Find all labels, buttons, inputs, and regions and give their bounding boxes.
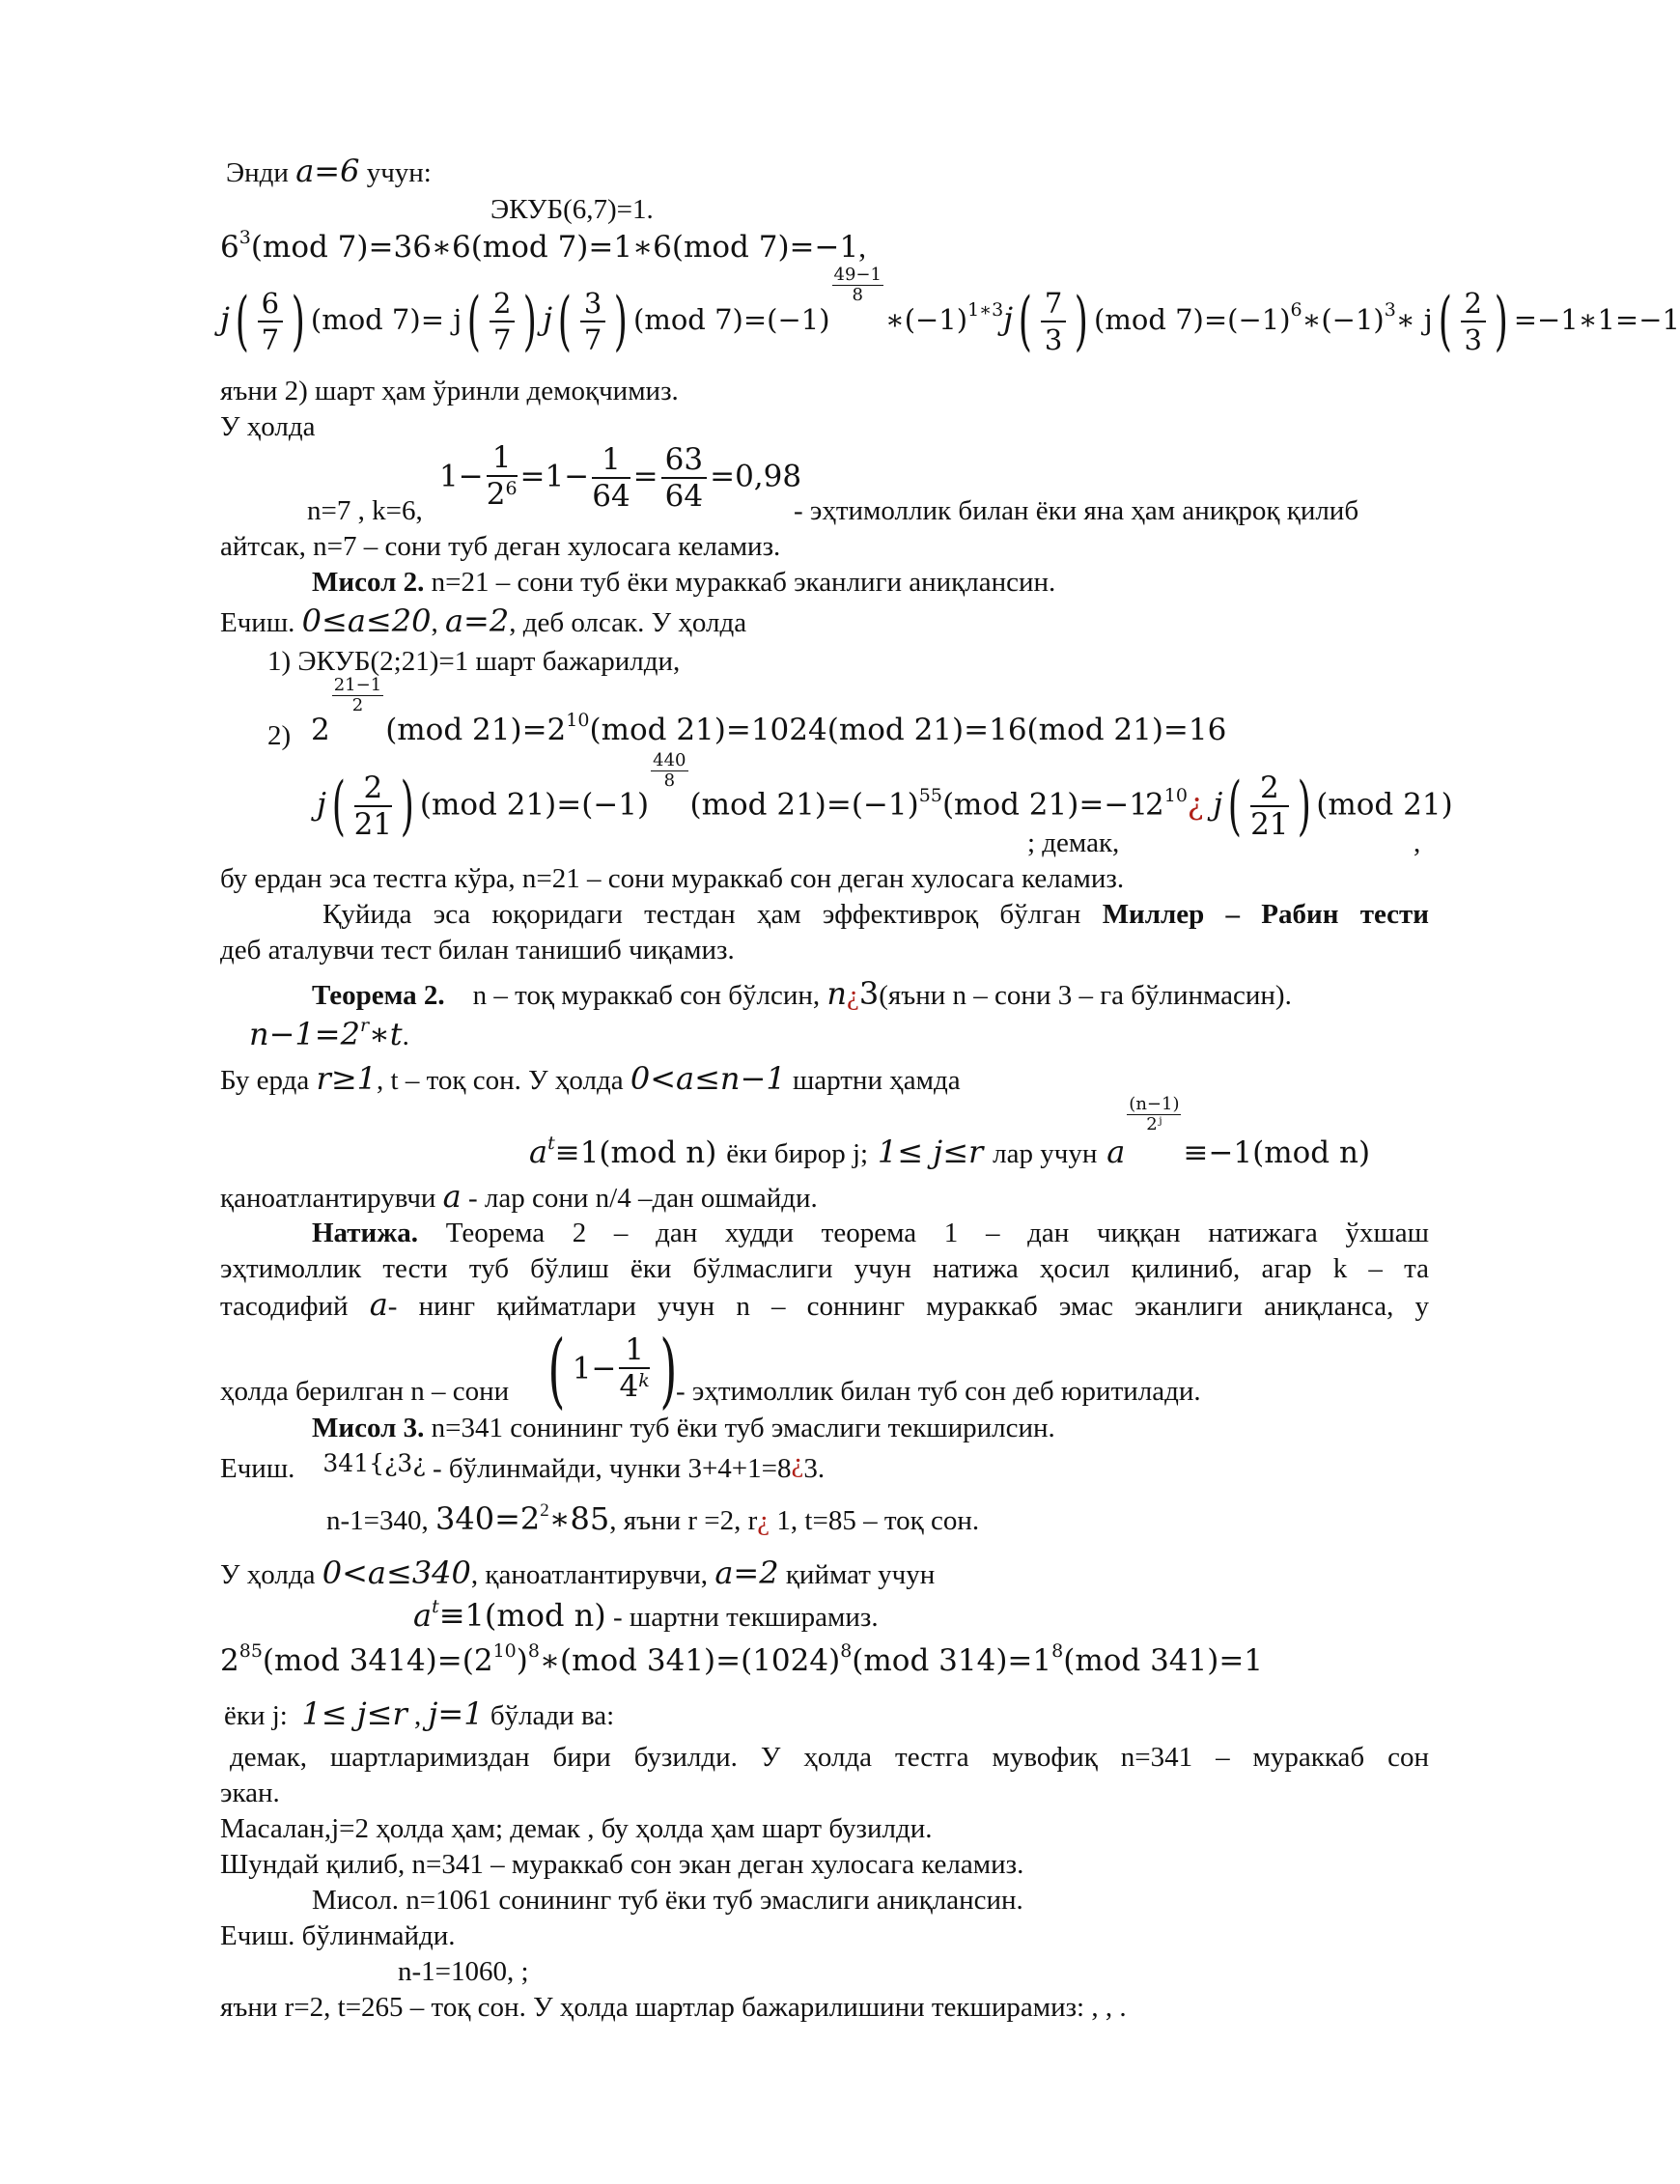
text: 3. xyxy=(803,1453,826,1484)
math: ≡1(mod n) xyxy=(438,1597,606,1634)
theorem-heading xyxy=(312,977,1292,1012)
text: тасодифий xyxy=(220,1291,349,1322)
punct: . xyxy=(402,1021,409,1051)
math: j xyxy=(543,300,553,337)
exponent: 6 xyxy=(1290,299,1302,321)
exponent: 55 xyxy=(918,784,942,806)
text-line: бу ердан эса тестга кўра, n=21 – сони мураккаб сон деган хулосага келамиз. xyxy=(220,863,1125,894)
text-line xyxy=(224,1697,614,1732)
text: , xyxy=(413,1700,422,1731)
text-line: Ечиш. бўлинмайди. xyxy=(220,1920,456,1951)
symbol: ¿ xyxy=(791,1447,804,1478)
math: ∗(mod 341)=(1024) xyxy=(539,1643,841,1678)
text: қиймат учун xyxy=(785,1559,936,1590)
text-line: n=7 , k=6, xyxy=(307,495,423,526)
exponent-fraction: $\frac{(n-1)}{\text{2ʲ}}$ xyxy=(1129,1094,1180,1134)
math: a=2 xyxy=(444,602,510,639)
solution-line xyxy=(220,1447,826,1486)
gcd-line: ЭКУБ(6,7)=1. xyxy=(490,194,654,225)
text: - шартни текширамиз. xyxy=(612,1602,879,1633)
text-line: Масалан,j=2 ҳолда ҳам; демак , бу ҳолда ҳам шарт бузилди. xyxy=(220,1813,933,1844)
symbol: ¿ xyxy=(757,1505,770,1536)
intro-line xyxy=(226,154,432,189)
math: (mod 21)=(−1) xyxy=(689,787,919,823)
math: j=1 xyxy=(428,1695,484,1732)
paragraph-line xyxy=(322,898,1429,931)
math: (mod 7)=(−1) xyxy=(1094,303,1291,336)
text: ёки j: xyxy=(224,1700,288,1731)
math: ≡−1(mod n) xyxy=(1183,1135,1371,1170)
exponent: t xyxy=(432,1596,439,1617)
math: 0<a≤n−1 xyxy=(630,1060,786,1097)
text-line: - эҳтимоллик билан ёки яна ҳам аниқроқ қилиб xyxy=(794,495,1359,526)
fraction: $\frac{6}{7}$ xyxy=(258,286,283,357)
probability-expression: ( 1− $\frac{1}{4^k}$ ) xyxy=(547,1323,678,1417)
exponent: 10 xyxy=(1163,784,1188,806)
math: 0<a≤340 xyxy=(322,1554,471,1591)
text: Қуйида эса юқоридаги тестдан ҳам эффективроқ бўлган xyxy=(322,899,1103,930)
list-item: 1) ЭКУБ(2;21)=1 шарт бажарилди, xyxy=(267,646,681,677)
condition-equation xyxy=(529,1094,1371,1176)
solution-line xyxy=(220,604,746,639)
exponent-fraction: $\frac{440}{8}$ xyxy=(653,749,686,791)
math: j xyxy=(1213,785,1223,823)
math: (mod 314)=1 xyxy=(852,1643,1052,1678)
symbol: ¿ xyxy=(1187,787,1204,823)
math: n xyxy=(826,975,848,1012)
math: 1≤ j≤r xyxy=(301,1695,407,1732)
math: ∗85 xyxy=(548,1500,610,1537)
fraction: $\frac{2}{7}$ xyxy=(490,286,515,357)
math: a=6 xyxy=(295,153,360,189)
condition-line xyxy=(220,1062,961,1097)
list-label: 2) xyxy=(267,720,292,751)
text-line: экан. xyxy=(220,1778,280,1808)
bold-term: Миллер – Рабин тести xyxy=(1102,899,1429,930)
fraction: $\frac{2}{3}$ xyxy=(1461,286,1486,357)
math: (mod 21)=1024(mod 21)=16(mod 21)=16 xyxy=(589,713,1227,747)
math: 2 xyxy=(1145,787,1164,823)
equation-line xyxy=(326,1502,979,1541)
math: 2 xyxy=(220,1643,239,1678)
math: (mod 21)=2 xyxy=(385,713,567,747)
text: - бўлинмайди, чунки 3+4+1=8 xyxy=(433,1453,792,1484)
exponent: 10 xyxy=(492,1640,517,1662)
fraction: $\frac{7}{3}$ xyxy=(1041,286,1066,357)
math: a xyxy=(369,1286,388,1323)
bold-label: Теорема 2. xyxy=(312,980,445,1011)
text-line: деб аталувчи тест билан танишиб чиқамиз. xyxy=(220,935,735,966)
fraction: $\frac{1}{4^k}$ xyxy=(619,1332,650,1404)
equation-line xyxy=(220,1641,1263,1684)
exponent: 85 xyxy=(238,1640,263,1662)
math: (mod 21)=−1 xyxy=(941,787,1149,823)
equation-line xyxy=(249,1015,409,1055)
text-line: яъни r=2, t=265 – тоқ сон. У ҳолда шартлар бажарилишини текширамиз: , , . xyxy=(220,1992,1127,2023)
text: , t – тоқ сон. У ҳолда xyxy=(377,1065,624,1096)
math: ∗ j xyxy=(1395,303,1433,336)
text-line: n-1=1060, ; xyxy=(398,1956,529,1987)
math: ≡1(mod n) xyxy=(554,1135,717,1170)
math: n−1=2 xyxy=(249,1016,360,1052)
jacobi-equation: j( $\frac{2}{21}$ ) (mod 21)=(−1) $\frac{440}{8}$ (mod $21)=(-1)^{55}(mod$ 21)=−1 xyxy=(317,749,1149,843)
math: a xyxy=(442,1178,462,1215)
text: , xyxy=(431,607,438,638)
math: 1− xyxy=(439,459,484,494)
paragraph-line xyxy=(312,1217,1429,1249)
text: У ҳолда xyxy=(220,1559,316,1590)
equation-line xyxy=(311,675,1227,753)
math: a xyxy=(413,1597,433,1634)
fraction: $\frac{63}{64}$ xyxy=(661,442,707,514)
text-line: ; демак, xyxy=(1027,827,1120,858)
fraction: $\frac{1}{64}$ xyxy=(592,442,630,514)
math: (mod 341)=1 xyxy=(1063,1643,1264,1678)
math: 1≤ j≤r xyxy=(877,1134,984,1170)
math: 341{¿3¿ xyxy=(322,1449,426,1477)
text: Ечиш. xyxy=(220,607,295,638)
exponent-fraction: $\frac{49-1}{8}$ xyxy=(833,265,882,305)
math: (mod 7)=36∗6(mod 7)=1∗6(mod 7)=−1 xyxy=(250,230,859,265)
text: қаноатлантирувчи xyxy=(220,1183,436,1214)
text: , яъни r =2, r xyxy=(609,1505,758,1536)
text: (яъни n – сони 3 – га бўлинмасин). xyxy=(879,980,1292,1011)
math: (mod 7)=(−1) xyxy=(633,303,830,336)
text: Бу ерда xyxy=(220,1065,310,1096)
fraction: $\frac{2}{21}$ xyxy=(353,770,393,842)
math: (mod 21)=(−1) xyxy=(419,787,650,823)
math: =0,98 xyxy=(710,459,802,494)
fraction: $\frac{2}{21}$ xyxy=(1250,770,1289,842)
probability-equation xyxy=(439,440,801,516)
math: a xyxy=(1106,1134,1126,1170)
exponent: 8 xyxy=(1051,1640,1064,1662)
text: - нинг қийматлари учун n – соннинг мураккаб эмас эканлиги аниқланса, у xyxy=(387,1291,1429,1322)
math: 340=2 xyxy=(435,1500,541,1537)
paragraph-line: эҳтимоллик тести туб бўлиш ёки бўлмаслиги учун натижа ҳосил қилиниб, агар k – та xyxy=(220,1253,1429,1284)
equation-line xyxy=(220,228,866,270)
math: ) xyxy=(516,1643,528,1678)
exponent: t xyxy=(547,1133,555,1154)
text-line: айтсак, n=7 – сони туб деган хулосага келамиз. xyxy=(220,531,781,562)
exponent: 3 xyxy=(1384,299,1396,321)
math: (mod 21) xyxy=(1316,787,1453,823)
math: a xyxy=(529,1134,548,1170)
condition-line xyxy=(413,1596,879,1637)
text: учун: xyxy=(366,157,432,188)
text: , қаноатлантирувчи, xyxy=(470,1559,709,1590)
math: =−1∗1=−1 xyxy=(1513,303,1680,336)
exponent: 10 xyxy=(566,710,590,731)
text: 1, t=85 – тоқ сон. xyxy=(776,1505,980,1536)
text-line xyxy=(220,1180,818,1215)
math: = xyxy=(632,459,658,494)
math: ∗(−1) xyxy=(884,303,968,336)
text: n=341 сонининг туб ёки туб эмаслиги текширилсин. xyxy=(431,1413,1055,1443)
punct: , xyxy=(1414,827,1421,858)
math: r≥1 xyxy=(316,1060,378,1097)
example-heading xyxy=(312,566,1055,599)
math: 1− xyxy=(572,1351,617,1386)
equation-line: $2^{10}¿$ j( $\frac{2}{21}$ ) (mod 21) xyxy=(1145,769,1453,843)
math: (mod 7)= j xyxy=(310,303,462,336)
math: 6 xyxy=(220,230,239,265)
fraction: $\frac{1}{2^6}$ xyxy=(486,440,518,512)
math: ∗t xyxy=(369,1016,403,1052)
exponent: 3 xyxy=(238,227,251,248)
text-line: У ҳолда xyxy=(220,411,316,442)
text: ёки бирор j; xyxy=(726,1138,869,1169)
exponent: 8 xyxy=(840,1640,853,1662)
bold-label: Мисол 3. xyxy=(312,1413,425,1443)
math: 0≤a≤20 xyxy=(301,602,432,639)
exponent-fraction: $\frac{21-1}{2}$ xyxy=(333,675,382,715)
text: бўлади ва: xyxy=(490,1700,615,1731)
punct: , xyxy=(858,230,866,264)
text-line: Шундай қилиб, n=341 – мураккаб сон экан деган хулосага келамиз. xyxy=(220,1849,1024,1880)
math: =1− xyxy=(519,459,590,494)
math: 2 xyxy=(311,713,330,747)
text: шартни ҳамда xyxy=(792,1065,961,1096)
example-heading xyxy=(312,1412,1055,1444)
math: j xyxy=(220,300,230,337)
math: j xyxy=(1003,300,1014,337)
exponent: 8 xyxy=(527,1640,540,1662)
math: ∗(−1) xyxy=(1302,303,1385,336)
math: j xyxy=(317,785,326,823)
bold-label: Мисол 2. xyxy=(312,567,425,598)
text: , деб олсак. У ҳолда xyxy=(509,607,747,638)
text-line: ҳолда берилган n – сони xyxy=(220,1376,510,1407)
text: Ечиш. xyxy=(220,1453,295,1484)
text: - лар сони n/4 –дан ошмайди. xyxy=(468,1183,818,1214)
bold-label: Натижа. xyxy=(312,1218,419,1248)
text: n – тоқ мураккаб сон бўлсин, xyxy=(472,980,821,1011)
paragraph-line xyxy=(220,1288,1429,1323)
paragraph-line: демак, шартларимиздан бири бузилди. У ҳолда тестга мувофиқ n=341 – мураккаб сон xyxy=(230,1742,1429,1773)
symbol: ¿ xyxy=(847,980,859,1011)
text-line: яъни 2) шарт ҳам ўринли демоқчимиз. xyxy=(220,376,679,406)
example-heading: Мисол. n=1061 сонининг туб ёки туб эмаслиги аниқлансин. xyxy=(312,1885,1023,1916)
exponent: 2 xyxy=(540,1500,549,1521)
exponent: 1∗3 xyxy=(967,299,1004,321)
text: Теорема 2 – дан худди теорема 1 – дан чиққан натижага ўхшаш xyxy=(445,1218,1429,1248)
fraction: $\frac{3}{7}$ xyxy=(580,286,605,357)
text: n=21 – сони туб ёки мураккаб эканлиги аниқлансин. xyxy=(431,567,1056,598)
math: (mod 3414)=(2 xyxy=(262,1643,493,1678)
condition-line xyxy=(220,1556,935,1591)
text-line: - эҳтимоллик билан туб сон деб юритилади. xyxy=(676,1376,1201,1407)
text: n-1=340, xyxy=(326,1505,429,1536)
math: 3 xyxy=(858,975,880,1012)
text: лар учун xyxy=(993,1138,1098,1169)
math: a=2 xyxy=(714,1554,779,1591)
text: Энди xyxy=(226,157,289,188)
jacobi-equation: j( $\frac{6}{7}$ ) (mod 7)= j( $\frac{2}{7}$ ) j( $\frac{3}{7}$ ) (mod 7)=(−1) $\frac{49-1}{8}$ $∗(-1)^{1∗3}j$( $\frac{7}{3}$ ) (mod $7)=(-1)^6∗(-1)^3∗$ j( $\frac{2}{3}$ ) =−1∗1=−1 xyxy=(220,265,1680,358)
exponent: r xyxy=(359,1015,370,1036)
